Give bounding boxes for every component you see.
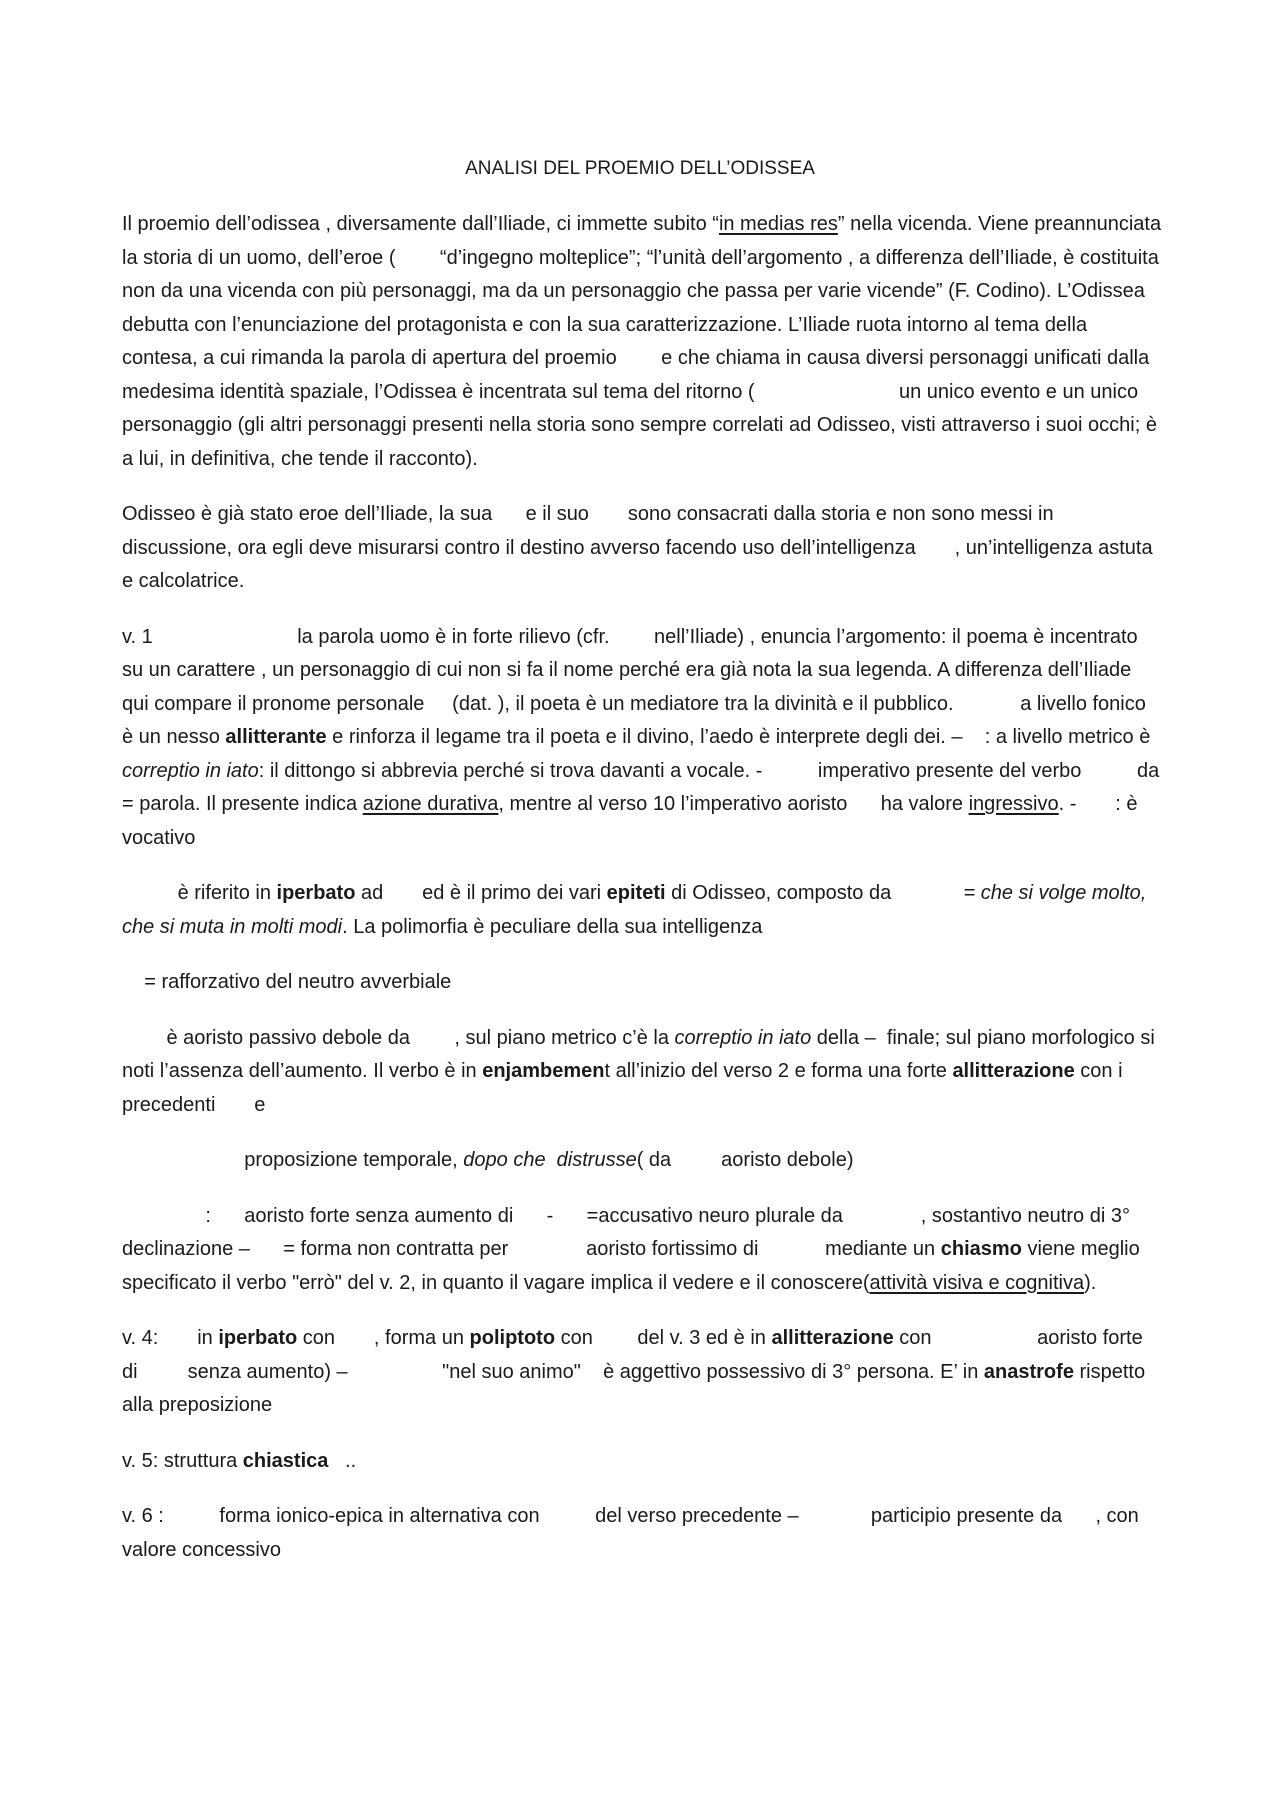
text-run: : il dittongo si abbrevia perché si trova davanti a vocale. - imperativo presente del verbo da = parola. Il presente indica (122, 759, 1199, 815)
paragraph (122, 1500, 1162, 1567)
text-run: con , forma un (297, 1327, 470, 1349)
document-title: ANALISI DEL PROEMIO DELL’ODISSEA (465, 158, 815, 179)
text-run: , mentre al verso 10 l’imperativo aoristo ha valore (498, 793, 969, 815)
paragraph (122, 1022, 1162, 1123)
document-body (122, 208, 1199, 1589)
text-run: con aoristo forte di senza aumento) – "nel suo animo" è aggettivo possessivo di 3° persona. E’ in (122, 1327, 1149, 1383)
bold-term: iperbato (218, 1327, 298, 1349)
paragraph (122, 966, 1162, 1000)
text-run: ” nella vicenda. Viene preannunciata la storia di un uomo, dell’eroe ( “d’ingegno molteplice”; “l’unità dell’argomento , a differenza dell’Iliade, è costituita non da una vicenda con più personaggi, ma da un personaggio che passa per varie vicende” (F. Codino). L’Odissea debutta con l’enunciazione del protagonista e con la sua caratterizzazione. L’Iliade ruota intorno al tema della contesa, a cui rimanda la parola di apertura del proemio e che chiama in causa diversi personaggi unificati dalla medesima identità spaziale, l’Odissea è incentrata sul tema del ritorno ( un unico evento e un unico personaggio (gli altri personaggi presenti nella storia sono sempre correlati ad Odisseo, visti attraverso i suoi occhi; è a lui, in definitiva, che tende il racconto). (122, 213, 1167, 470)
text-run: t all’inizio del verso 2 e forma una forte (604, 1060, 953, 1082)
text-run: Il proemio dell’odissea , diversamente dall’Iliade, ci immette subito “ (122, 213, 719, 235)
paragraph (122, 877, 1162, 944)
text-run: ad ed è il primo dei vari (355, 882, 607, 904)
bold-term: chiastica (242, 1449, 329, 1472)
paragraph (122, 208, 1167, 476)
text-run: Odisseo è già stato eroe dell’Iliade, la sua e il suo sono consacrati dalla storia e non sono messi in discussione, ora egli deve misurarsi contro il destino avverso facendo uso dell’intelligenza , un’intelligenza astuta e calcolatrice. (122, 503, 1159, 592)
text-run: ). (1084, 1271, 1097, 1294)
text-run: rispetto alla preposizione (122, 1360, 1151, 1416)
underlined-term: ingressivo (968, 793, 1059, 815)
text-run: della – finale; sul piano morfologico si noti l’assenza dell’aumento. Il verbo è in (122, 1026, 1161, 1082)
underlined-term: azione durativa (362, 793, 499, 815)
text-run: è riferito in (122, 882, 277, 904)
bold-term: anastrofe (983, 1360, 1074, 1383)
underlined-term: attività visiva e cognitiva (869, 1271, 1085, 1294)
bold-term: enjambemen (482, 1060, 605, 1082)
bold-term: allitterazione (771, 1327, 894, 1349)
bold-term: chiasmo (940, 1238, 1022, 1260)
text-run: viene meglio specificato il verbo "errò" del v. 2, in quanto il vagare implica il vedere e il conoscere( (122, 1238, 1146, 1294)
text-run: con i precedenti e (122, 1060, 1129, 1116)
text-run: di Odisseo, composto da (665, 882, 964, 904)
bold-term: epiteti (606, 882, 666, 904)
italic-term: correptio in iato (122, 759, 259, 782)
paragraph (122, 1200, 1162, 1301)
text-run: è aoristo passivo debole da , sul piano metrico c’è la (122, 1026, 675, 1049)
bold-term: allitterazione (952, 1060, 1075, 1082)
bold-term: allitterante (225, 726, 327, 748)
underlined-term: in medias res (718, 213, 838, 235)
bold-term: poliptoto (469, 1327, 556, 1349)
italic-term: dopo che distrusse (463, 1149, 637, 1171)
text-run: v. 4: in (122, 1327, 219, 1349)
text-run: ( da aoristo debole) (636, 1149, 854, 1171)
italic-term: correptio in iato (674, 1026, 812, 1049)
text-run: .. (328, 1449, 357, 1472)
text-run: . La polimorfia è peculiare della sua intelligenza (342, 915, 763, 938)
paragraph (122, 1445, 1162, 1479)
text-run: v. 5: struttura (122, 1449, 243, 1472)
paragraph (122, 1144, 1162, 1178)
paragraph (122, 498, 1162, 599)
text-run: : aoristo forte senza aumento di - =accusativo neuro plurale da , sostantivo neutro di 3° declinazione – = forma non contratta per aoristo fortissimo di mediante un (122, 1204, 1136, 1260)
text-run: con del v. 3 ed è in (555, 1327, 772, 1349)
text-run: v. 1 la parola uomo è in forte rilievo (cfr. nell’Iliade) , enuncia l’argomento: il poema è incentrato su un carattere , un personaggio di cui non si fa il nome perché era già nota la sua legenda. A differenza dell’Iliade qui compare il pronome personale (dat. ), il poeta è un mediatore tra la divinità e il pubblico. a livello fonico è un nesso (122, 625, 1152, 748)
paragraph (122, 621, 1199, 856)
text-run: . - : è vocativo (122, 793, 1144, 849)
italic-term: = che si volge molto, che si muta in molti modi (122, 882, 1152, 938)
text-run: v. 6 : forma ionico-epica in alternativa con del verso precedente – participio presente da , con valore concessivo (122, 1505, 1145, 1561)
text-run: = rafforzativo del neutro avverbiale (122, 971, 452, 993)
text-run: e rinforza il legame tra il poeta e il divino, l’aedo è interprete degli dei. – : a livello metrico è (326, 726, 1156, 748)
paragraph (122, 1322, 1162, 1423)
bold-term: iperbato (276, 882, 356, 904)
text-run: proposizione temporale, (122, 1149, 464, 1171)
